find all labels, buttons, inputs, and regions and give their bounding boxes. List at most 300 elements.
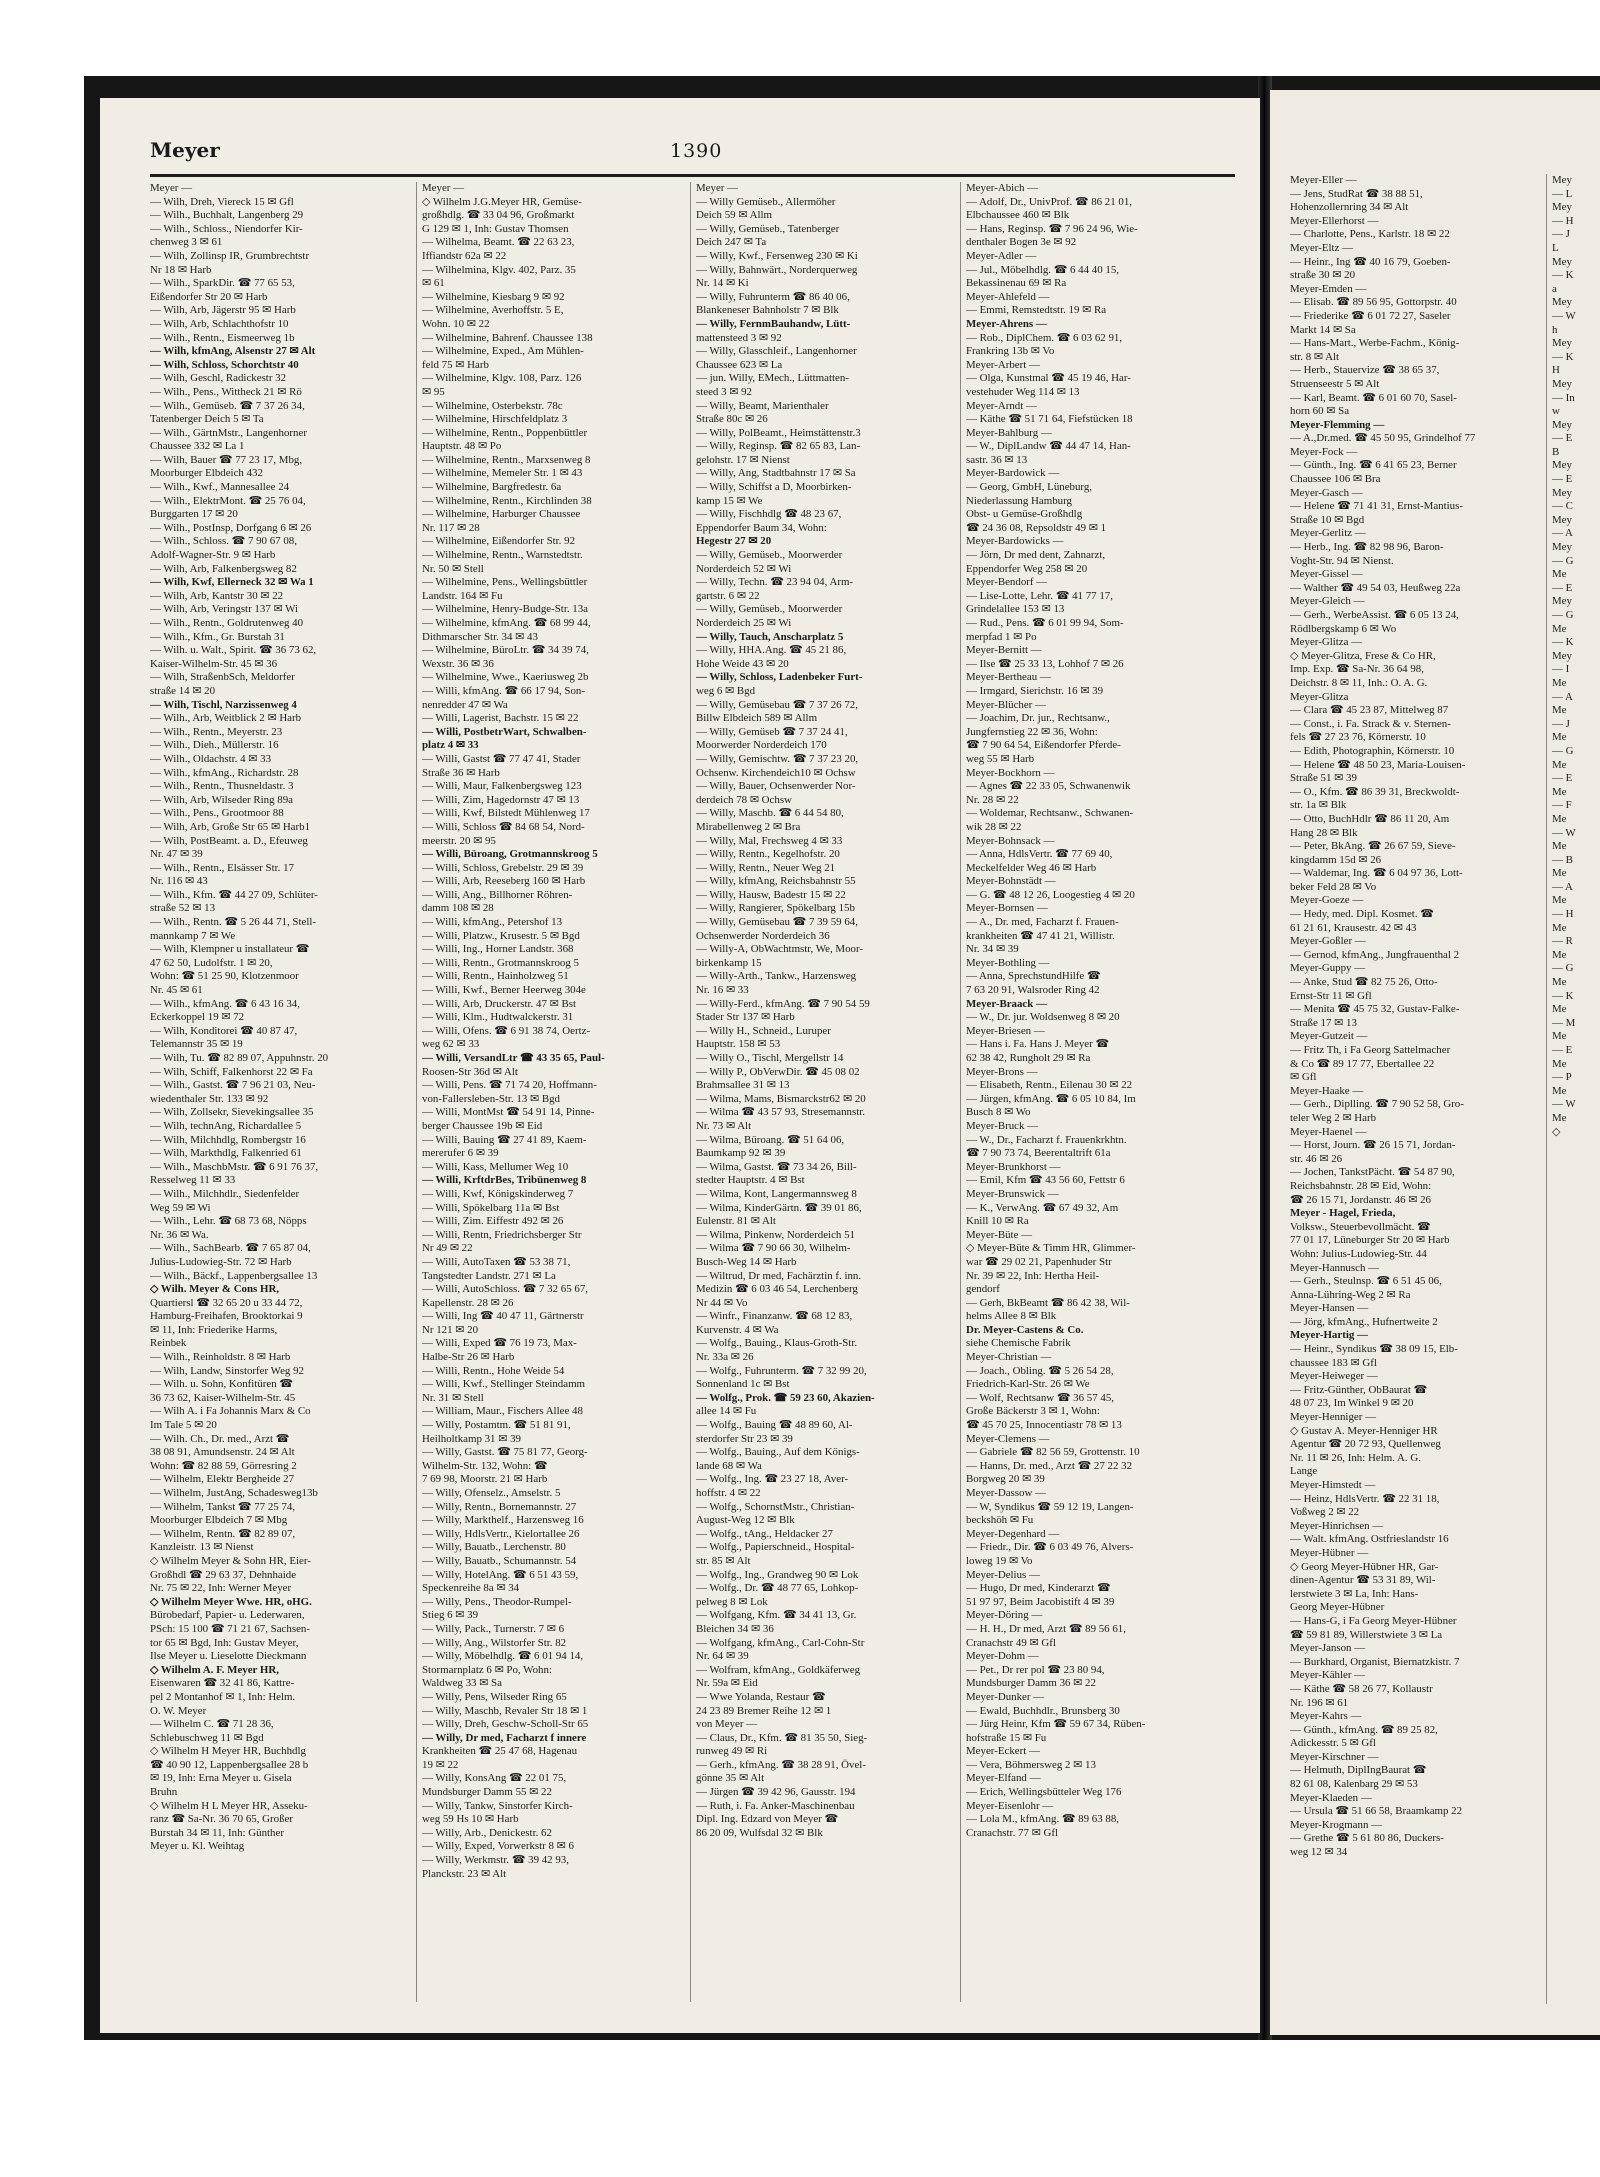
directory-entry: — Jürgen, kfmAng. ☎ 6 05 10 84, Im	[966, 1092, 1136, 1105]
directory-entry: — Wilh, Konditorei ☎ 40 87 47,	[150, 1024, 298, 1037]
directory-entry: Wilhelm-Str. 132, Wohn: ☎	[422, 1459, 548, 1472]
directory-entry: — Wilh., Rentn., Elsässer Str. 17	[150, 861, 294, 874]
directory-entry: Bleichen 34 ✉ 36	[696, 1622, 774, 1635]
directory-entry: — Willy, Ang, Stadtbahnstr 17 ✉ Sa	[696, 467, 856, 480]
directory-entry: — Willy, Rangierer, Spökelbarg 15b	[696, 902, 855, 915]
directory-entry: Straße 10 ✉ Bgd	[1290, 513, 1365, 526]
directory-entry: Meyer-Himstedt —	[1290, 1479, 1376, 1491]
directory-entry: — Käthe ☎ 58 26 77, Kollaustr	[1290, 1682, 1433, 1695]
directory-entry: Meyer-Bendorf —	[966, 576, 1048, 589]
directory-entry: gelohstr. 17 ✉ Nienst	[696, 453, 790, 466]
directory-entry: Mey	[1552, 296, 1572, 309]
directory-entry: Mey	[1552, 418, 1572, 431]
directory-entry: — E	[1552, 432, 1573, 445]
directory-entry: loweg 19 ✉ Vo	[966, 1554, 1033, 1567]
directory-entry: Mey	[1552, 174, 1572, 186]
directory-entry: Meyer-Adler —	[966, 249, 1037, 262]
directory-entry: hofstraße 15 ✉ Fu	[966, 1731, 1047, 1744]
directory-entry: — Wilh., Kfm. ☎ 44 27 09, Schlüter-	[150, 888, 318, 901]
directory-entry: Nr. 117 ✉ 28	[422, 521, 480, 534]
directory-entry: großhdlg. ☎ 33 04 96, Großmarkt	[422, 209, 575, 222]
directory-entry: — Wilh, Milchhdlg, Rombergstr 16	[150, 1133, 306, 1146]
directory-entry: Mirabellenweg 2 ✉ Bra	[696, 820, 801, 833]
directory-entry: — Willy, Rentn., Kegelhofstr. 20	[696, 848, 840, 861]
directory-entry: Meyer-Glitza —	[1290, 636, 1363, 649]
directory-entry: — Wilhelmine, Bahrenf. Chaussee 138	[422, 331, 593, 344]
directory-entry: — Willy, KonsAng ☎ 22 01 75,	[422, 1772, 567, 1785]
directory-entry: — Günth., Ing. ☎ 6 41 65 23, Berner	[1290, 459, 1457, 472]
directory-entry: Meyer-Hannusch —	[1290, 1261, 1379, 1274]
directory-entry: Obst- u Gemüse-Großhdlg	[966, 508, 1083, 521]
directory-entry: — Willy, Dreh, Geschw-Scholl-Str 65	[422, 1718, 589, 1731]
directory-entry: — Willi, Arb, Druckerstr. 47 ✉ Bst	[422, 997, 576, 1010]
directory-entry: Mundsburger Damm 36 ✉ 22	[966, 1677, 1096, 1690]
directory-entry: — Hans-Mart., Werbe-Fachm., König-	[1290, 337, 1460, 350]
directory-entry: ✉ 95	[422, 385, 445, 398]
directory-entry: gönne 35 ✉ Alt	[696, 1772, 765, 1785]
directory-entry: — K	[1552, 350, 1574, 363]
directory-entry: — Wilh, Klempner u installateur ☎	[150, 943, 310, 956]
directory-entry: — A.,Dr.med. ☎ 45 50 95, Grindelhof 77	[1290, 432, 1476, 445]
directory-entry: — Wilhelmine, Averhoffstr. 5 E,	[422, 304, 564, 317]
directory-entry: Meyer-Heiweger —	[1290, 1370, 1378, 1383]
directory-entry: — Agnes ☎ 22 33 05, Schwanenwik	[966, 780, 1131, 793]
directory-entry: Meyer-Gleich —	[1290, 595, 1365, 608]
directory-entry: Meyer-Arbert —	[966, 358, 1040, 371]
directory-entry: — J	[1552, 228, 1570, 241]
directory-entry: — Willy, Ang., Wilstorfer Str. 82	[422, 1636, 567, 1649]
directory-entry: Wohn: ☎ 51 25 90, Klotzenmoor	[150, 970, 299, 983]
directory-entry: — A	[1552, 880, 1573, 893]
directory-entry: — Willi, Kwf., Stellinger Steindamm	[422, 1378, 586, 1391]
directory-entry: — Willi, Kass, Mellumer Weg 10	[422, 1160, 569, 1173]
directory-entry: — Wilh, Markthdlg, Falkenried 61	[150, 1147, 302, 1160]
directory-entry: — Willi, Büroang, Grotmannskroog 5	[422, 848, 598, 861]
directory-entry: — Wolfg., Bauing., Klaus-Groth-Str.	[696, 1337, 858, 1350]
directory-entry: Kanzleistr. 13 ✉ Nienst	[150, 1541, 254, 1554]
directory-entry: wiedenthaler Str. 133 ✉ 92	[150, 1092, 269, 1105]
directory-entry: Schlebuschweg 11 ✉ Bgd	[150, 1731, 264, 1744]
directory-entry: ◇ Gustav A. Meyer-Henniger HR	[1290, 1424, 1438, 1437]
directory-entry: Mey	[1552, 337, 1572, 350]
right-page-column-1	[1290, 174, 1540, 2004]
directory-entry: — Ursula ☎ 51 66 58, Braamkamp 22	[1290, 1805, 1463, 1818]
directory-entry: — Willy, Werkmstr. ☎ 39 42 93,	[422, 1854, 569, 1867]
directory-entry: — Wilh, Landw, Sinstorfer Weg 92	[150, 1364, 304, 1377]
directory-entry: — Wolf, Rechtsanw ☎ 36 57 45,	[966, 1391, 1115, 1404]
directory-entry: — Jul., Möbelhdlg. ☎ 6 44 40 15,	[966, 263, 1120, 276]
directory-entry: — G	[1552, 744, 1574, 757]
directory-entry: Roosen-Str 36d ✉ Alt	[422, 1065, 518, 1078]
directory-entry: Niederlassung Hamburg	[966, 494, 1072, 507]
directory-entry: — Willy, Gemüseb., Tatenberger	[696, 222, 840, 235]
directory-entry: Meyer-Hübner —	[1290, 1546, 1369, 1559]
directory-entry: Meyer-Delius —	[966, 1568, 1040, 1581]
directory-entry: Nr. 47 ✉ 39	[150, 848, 203, 861]
directory-entry: — Joachim, Dr. jur., Rechtsanw.,	[966, 712, 1110, 725]
directory-entry: Iffiandstr 62a ✉ 22	[422, 249, 507, 262]
directory-entry: merpfad 1 ✉ Po	[966, 630, 1037, 643]
directory-entry: Me	[1552, 867, 1567, 880]
directory-entry: Me	[1552, 1003, 1567, 1016]
directory-entry: str. 1a ✉ Blk	[1290, 799, 1347, 812]
directory-entry: — Wilh, Tischl, Narzissenweg 4	[150, 698, 297, 711]
directory-entry: Planckstr. 23 ✉ Alt	[422, 1867, 507, 1880]
directory-entry: Frankring 13b ✉ Vo	[966, 345, 1055, 358]
directory-entry: Meyer-Bohnstädt —	[966, 875, 1056, 888]
directory-entry: Meyer-Bardowick —	[966, 467, 1060, 480]
directory-entry: — Wilhelmine, Bargfredestr. 6a	[422, 481, 562, 494]
directory-entry: berger Chaussee 19b ✉ Eid	[422, 1119, 543, 1132]
directory-entry: 48 07 23, Im Winkel 9 ✉ 20	[1290, 1397, 1414, 1410]
directory-entry: Struenseestr 5 ✉ Alt	[1290, 377, 1380, 390]
directory-entry: gendorf	[966, 1283, 1000, 1296]
directory-entry: Eppendorfer Weg 258 ✉ 20	[966, 562, 1088, 575]
directory-entry: Meyer —	[696, 182, 739, 194]
directory-entry: — Wilh., GärtnMstr., Langenhorner	[150, 426, 307, 439]
directory-entry: — W., DiplLandw ☎ 44 47 14, Han-	[966, 440, 1131, 453]
directory-entry: ☎ 59 81 89, Willerstwiete 3 ✉ La	[1290, 1628, 1443, 1641]
directory-entry: Meyer-Eisenlohr —	[966, 1799, 1054, 1812]
directory-entry: — Hugo, Dr med, Kinderarzt ☎	[966, 1582, 1111, 1595]
directory-entry: Meyer-Clemens —	[966, 1432, 1050, 1445]
directory-entry: — Willi, Arb, Reeseberg 160 ✉ Harb	[422, 875, 586, 888]
directory-entry: Meyer-Janson —	[1290, 1642, 1366, 1655]
directory-entry: — Wilma, KinderGärtn. ☎ 39 01 86,	[696, 1201, 862, 1214]
directory-entry: straße 14 ✉ 20	[150, 684, 216, 697]
directory-entry: Me	[1552, 840, 1567, 853]
directory-entry: — Käthe ☎ 51 71 64, Fiefstücken 18	[966, 413, 1133, 426]
directory-entry: — Willi, Rentn., Grotmannskroog 5	[422, 956, 579, 969]
directory-entry: Meyer-Bernitt —	[966, 644, 1042, 657]
directory-entry: — Willi, Ing., Horner Landstr. 368	[422, 943, 574, 956]
directory-entry: — Wilhelmine, Wwe., Kaeriusweg 2b	[422, 671, 589, 684]
directory-entry: — Wilhelmine, Osterbekstr. 78c	[422, 399, 563, 412]
directory-entry: — Wolfram, kfmAng., Goldkäferweg	[696, 1663, 861, 1676]
directory-entry: Nr 49 ✉ 22	[422, 1242, 473, 1255]
directory-entry: — G	[1552, 609, 1574, 621]
directory-entry: Me	[1552, 894, 1567, 907]
directory-entry: — W., Dr. jur. Woldsenweg 8 ✉ 20	[966, 1011, 1120, 1024]
directory-entry: Markt 14 ✉ Sa	[1290, 323, 1356, 336]
directory-entry: ◇ Meyer-Büte & Timm HR, Glimmer-	[966, 1242, 1136, 1255]
directory-entry: — Erich, Wellingsbütteler Weg 176	[966, 1786, 1122, 1799]
directory-entry: — Wilhelmine, Rentn., Poppenbüttler	[422, 426, 588, 439]
directory-entry: Mey	[1552, 201, 1572, 214]
directory-entry: — Willy, Maschb, Revaler Str 18 ✉ 1	[422, 1704, 588, 1717]
directory-entry: Ernst-Str 11 ✉ Gfl	[1290, 989, 1372, 1002]
directory-entry: — Wilh., Gemüseb. ☎ 7 37 26 34,	[150, 399, 305, 412]
directory-entry: — Irmgard, Sierichstr. 16 ✉ 39	[966, 684, 1104, 697]
directory-entry: Meyer —	[422, 182, 465, 194]
directory-entry: 86 20 09, Wulfsdal 32 ✉ Blk	[696, 1826, 823, 1839]
directory-entry: Meyer-Bardowicks —	[966, 535, 1064, 548]
directory-entry: Hegestr 27 ✉ 20	[696, 535, 772, 548]
directory-entry: Mey	[1552, 255, 1572, 268]
directory-entry: Meyer-Kahrs —	[1290, 1710, 1362, 1723]
directory-entry: — Friederike ☎ 6 01 72 27, Saseler	[1290, 309, 1451, 322]
directory-entry: Landstr. 164 ✉ Fu	[422, 589, 503, 602]
directory-entry: Meyer-Bahlburg —	[966, 426, 1052, 439]
directory-entry: Voght-Str. 94 ✉ Nienst.	[1290, 554, 1394, 567]
directory-entry: — Willy, Dr med, Facharzt f innere	[422, 1731, 587, 1744]
directory-entry: — Hanns, Dr. med., Arzt ☎ 27 22 32	[966, 1459, 1133, 1472]
directory-entry: — Horst, Journ. ☎ 26 15 71, Jordan-	[1290, 1139, 1456, 1152]
directory-entry: Ochsenwerder Norderdeich 36	[696, 929, 830, 942]
directory-entry: — Wilh, Zollinsp IR, Grumbrechtstr	[150, 249, 310, 262]
directory-entry: Knill 10 ✉ Ra	[966, 1215, 1029, 1228]
directory-entry: horn 60 ✉ Sa	[1290, 405, 1350, 418]
directory-entry: — Wilhelmine, kfmAng. ☎ 68 99 44,	[422, 617, 591, 629]
directory-entry: — Willi, Pens. ☎ 71 74 20, Hoffmann-	[422, 1079, 597, 1092]
directory-entry: — Wilh, Tu. ☎ 82 89 07, Appuhnstr. 20	[150, 1052, 329, 1064]
directory-entry: — Jörg, kfmAng., Hufnertweite 2	[1290, 1315, 1438, 1328]
directory-entry: Eckerkoppel 19 ✉ 72	[150, 1011, 245, 1024]
directory-entry: Waldweg 33 ✉ Sa	[422, 1677, 502, 1690]
directory-entry: Große Bäckerstr 3 ✉ 1, Wohn:	[966, 1405, 1100, 1418]
directory-entry: — Wilh., Kwf., Mannesallee 24	[150, 481, 290, 494]
directory-entry: Meyer-Gutzeit —	[1290, 1030, 1368, 1043]
directory-entry: — Willy, Ofenselz., Amselstr. 5	[422, 1487, 561, 1499]
directory-entry: — K	[1552, 636, 1574, 649]
directory-entry: — Wilh, Geschl, Radickestr 32	[150, 372, 287, 385]
directory-entry: Meyer - Hagel, Frieda,	[1290, 1207, 1396, 1220]
directory-entry: — Anke, Stud ☎ 82 75 26, Otto-	[1290, 976, 1438, 989]
directory-entry: — Wolfg., Fuhrunterm. ☎ 7 32 99 20,	[696, 1364, 867, 1377]
directory-entry: — Wilhelmina, Klgv. 402, Parz. 35	[422, 263, 576, 276]
directory-entry: Mey	[1552, 649, 1572, 662]
directory-entry: birkenkamp 15	[696, 956, 762, 969]
directory-entry: Borgweg 20 ✉ 39	[966, 1473, 1045, 1486]
directory-entry: — Wilh A. i Fa Johannis Marx & Co	[150, 1405, 311, 1418]
directory-entry: weg 62 ✉ 33	[422, 1038, 480, 1051]
directory-entry: Eulenstr. 81 ✉ Alt	[696, 1215, 776, 1228]
directory-entry: Jungfernstieg 22 ✉ 36, Wohn:	[966, 725, 1098, 738]
directory-entry: hoffstr. 4 ✉ 22	[696, 1487, 761, 1499]
directory-entry: Nr. 50 ✉ Stell	[422, 562, 484, 575]
directory-entry: — Edith, Photographin, Körnerstr. 10	[1290, 744, 1455, 757]
directory-entry: — E	[1552, 581, 1573, 594]
directory-entry: Baumkamp 92 ✉ 39	[696, 1147, 786, 1160]
page-number: 1390	[670, 140, 723, 162]
directory-entry: — Wilh., Gastst. ☎ 7 96 21 03, Neu-	[150, 1079, 316, 1092]
directory-entry: — Willi, Lagerist, Bachstr. 15 ✉ 22	[422, 712, 579, 725]
directory-entry: Meyer-Bockhorn —	[966, 766, 1055, 779]
directory-entry: Straße 17 ✉ 13	[1290, 1016, 1357, 1029]
directory-entry: Meyer-Degenhard —	[966, 1527, 1060, 1540]
directory-entry: 7 63 20 91, Walsroder Ring 42	[966, 984, 1100, 997]
directory-entry: ✉ 11, Inh: Friederike Harms,	[150, 1323, 278, 1336]
directory-entry: — Elisabeth, Rentn., Eilenau 30 ✉ 22	[966, 1079, 1133, 1092]
directory-entry: Nr. 28 ✉ 22	[966, 793, 1019, 806]
directory-entry: — Wilh., Rentn., Meyerstr. 23	[150, 725, 283, 738]
directory-entry: — Wolfgang, Kfm. ☎ 34 41 13, Gr.	[696, 1609, 857, 1622]
directory-entry: Hohe Weide 43 ✉ 20	[696, 657, 789, 670]
directory-entry: — Rob., DiplChem. ☎ 6 03 62 91,	[966, 331, 1123, 344]
directory-entry: — Willy, Maschb. ☎ 6 44 54 80,	[696, 807, 844, 820]
directory-entry: — Willy, HHA.Ang. ☎ 45 21 86,	[696, 644, 847, 657]
directory-entry: Meyer-Arndt —	[966, 399, 1037, 412]
directory-entry: — Wilma, Pinkenw, Norderdeich 51	[696, 1228, 855, 1241]
directory-entry: — Const., i. Fa. Strack & v. Sternen-	[1290, 717, 1451, 730]
directory-entry: — Peter, BkAng. ☎ 26 67 59, Sieve-	[1290, 840, 1456, 853]
directory-entry: 77 01 17, Lüneburger Str 20 ✉ Harb	[1290, 1234, 1450, 1247]
directory-entry: Nr. 75 ✉ 22, Inh: Werner Meyer	[150, 1582, 292, 1595]
directory-entry: — Emil, Kfm ☎ 43 56 60, Fettstr 6	[966, 1174, 1125, 1187]
directory-entry: ◇ Wilhelm H Meyer HR, Buchhdlg	[150, 1745, 306, 1758]
directory-entry: Nr. 196 ✉ 61	[1290, 1696, 1349, 1709]
directory-entry: Meyer-Dunker —	[966, 1690, 1045, 1703]
directory-entry: w	[1552, 405, 1560, 418]
directory-entry: lande 68 ✉ Wa	[696, 1459, 762, 1472]
directory-entry: — C	[1552, 500, 1573, 513]
directory-entry: — Wilh. Ch., Dr. med., Arzt ☎	[150, 1432, 290, 1445]
directory-entry: — E	[1552, 1044, 1573, 1056]
directory-entry: gartstr. 6 ✉ 22	[696, 589, 760, 602]
directory-entry: — Willy O., Tischl, Mergellstr 14	[696, 1052, 844, 1064]
directory-entry: — Willy, Bahnwärt., Norderquerweg	[696, 263, 858, 276]
directory-entry: Nr. 64 ✉ 39	[696, 1650, 749, 1663]
directory-entry: L	[1552, 241, 1559, 254]
directory-entry: — Wilma ☎ 7 90 66 30, Wilhelm-	[696, 1242, 851, 1255]
directory-entry: — Willy-Arth., Tankw., Harzensweg	[696, 970, 857, 983]
directory-entry: — Willy, Markthelf., Harzensweg 16	[422, 1514, 584, 1527]
directory-entry: runweg 49 ✉ Ri	[696, 1745, 768, 1758]
directory-entry: — Wilh, Schloss, Schorchtstr 40	[150, 358, 299, 371]
directory-entry: ✉ 19, Inh: Erna Meyer u. Gisela	[150, 1772, 292, 1785]
directory-entry: dinen-Agentur ☎ 53 31 89, Wil-	[1290, 1574, 1436, 1587]
directory-entry: — Wilh, Arb, Wilseder Ring 89a	[150, 793, 294, 806]
directory-entry: Chaussee 106 ✉ Bra	[1290, 473, 1381, 486]
directory-entry: — jun. Willy, EMech., Lüttmatten-	[696, 372, 849, 385]
directory-entry: — Willi, PostbetrWart, Schwalben-	[422, 725, 587, 738]
directory-entry: Meyer-Goeze —	[1290, 894, 1364, 907]
directory-entry: — Fritz Th, i Fa Georg Sattelmacher	[1290, 1044, 1451, 1056]
directory-entry: — Willi, Maur, Falkenbergsweg 123	[422, 780, 582, 793]
directory-entry: Friedrich-Karl-Str. 26 ✉ We	[966, 1378, 1090, 1391]
directory-entry: Me	[1552, 1057, 1567, 1070]
directory-entry: feld 75 ✉ Harb	[422, 358, 489, 371]
directory-entry: vestehuder Weg 114 ✉ 13	[966, 385, 1080, 398]
directory-entry: Me	[1552, 704, 1567, 717]
directory-entry: Eißendorfer Str 20 ✉ Harb	[150, 290, 268, 303]
directory-entry: 24 23 89 Bremer Reihe 12 ✉ 1	[696, 1704, 832, 1717]
directory-entry: Chaussee 623 ✉ La	[696, 358, 783, 371]
directory-entry: — Willi, Zim. Eiffestr 492 ✉ 26	[422, 1215, 564, 1228]
directory-entry: G 129 ✉ 1, Inh: Gustav Thomsen	[422, 222, 569, 235]
directory-entry: ◇ Wilh. Meyer & Cons HR,	[150, 1283, 280, 1296]
directory-entry: straße 52 ✉ 13	[150, 902, 216, 915]
directory-entry: 61 21 61, Krausestr. 42 ✉ 43	[1290, 921, 1417, 934]
directory-entry: — Wilh., Rentn., Goldrutenweg 40	[150, 617, 304, 629]
directory-entry: Meyer-Christian —	[966, 1351, 1052, 1364]
directory-entry: — Willi, KrftdrBes, Tribünenweg 8	[422, 1174, 587, 1187]
directory-entry: 82 61 08, Kalenbarg 29 ✉ 53	[1290, 1778, 1418, 1791]
directory-entry: — O., Kfm. ☎ 86 39 31, Breckwoldt-	[1290, 785, 1460, 798]
column-divider	[960, 182, 961, 2002]
directory-entry: Meyer-Glitza	[1290, 690, 1349, 703]
directory-entry: Me	[1552, 731, 1567, 744]
directory-entry: wik 28 ✉ 22	[966, 820, 1022, 833]
directory-entry: — Willi, Schloss ☎ 84 68 54, Nord-	[422, 820, 585, 833]
directory-entry: Meyer-Emden —	[1290, 282, 1367, 295]
directory-entry: — Willy P., ObVerwDir. ☎ 45 08 02	[696, 1065, 860, 1078]
directory-entry: — Wilh., Oldachstr. 4 ✉ 33	[150, 752, 272, 765]
directory-entry: — Wolfg., Dr. ☎ 48 77 65, Lohkop-	[696, 1582, 859, 1595]
directory-entry: — Wilma, Kont, Langermannsweg 8	[696, 1187, 857, 1200]
directory-entry: Meyer-Kirschner —	[1290, 1750, 1379, 1763]
directory-page-right	[1270, 90, 1600, 2035]
directory-entry: — Wilh., Lehr. ☎ 68 73 68, Nöpps	[150, 1215, 307, 1228]
directory-entry: Nr. 45 ✉ 61	[150, 984, 203, 997]
directory-entry: — Olga, Kunstmal ☎ 45 19 46, Har-	[966, 372, 1131, 385]
directory-entry: — Menita ☎ 45 75 32, Gustav-Falke-	[1290, 1003, 1460, 1016]
directory-entry: allee 14 ✉ Fu	[696, 1405, 757, 1418]
directory-entry: Meyer-Blücher —	[966, 698, 1046, 711]
directory-entry: — H	[1552, 908, 1574, 921]
directory-entry: Meyer-Abich —	[966, 182, 1039, 194]
directory-entry: — In	[1552, 391, 1575, 404]
directory-entry: ◇ Meyer-Glitza, Frese & Co HR,	[1290, 649, 1436, 662]
directory-entry: — Wilma, Büroang. ☎ 51 64 06,	[696, 1133, 845, 1146]
directory-entry: — F	[1552, 799, 1572, 812]
directory-entry: weg 6 ✉ Bgd	[696, 684, 756, 697]
directory-entry: Halbe-Str 26 ✉ Harb	[422, 1351, 515, 1364]
right-page-column-2	[1552, 174, 1600, 2004]
directory-entry: — Wilh., Schloss. ☎ 7 90 67 08,	[150, 535, 297, 548]
directory-entry: Dipl. Ing. Edzard von Meyer ☎	[696, 1813, 839, 1826]
directory-entry: — K., VerwAng. ☎ 67 49 32, Am	[966, 1201, 1119, 1214]
directory-entry: — Wilhelma, Beamt. ☎ 22 63 23,	[422, 236, 575, 249]
directory-entry: — Wilh., Buchhalt, Langenberg 29	[150, 209, 304, 222]
directory-entry: — Pet., Dr rer pol ☎ 23 80 94,	[966, 1663, 1105, 1676]
directory-entry: — Wolfg., Bauing., Auf dem Königs-	[696, 1446, 860, 1459]
directory-entry: — Willy, Mal, Frechsweg 4 ✉ 33	[696, 834, 843, 847]
directory-entry: — Wilhelmine, Memeler Str. 1 ✉ 43	[422, 467, 583, 480]
directory-entry: — Willy, PolBeamt., Heimstättenstr.3	[696, 426, 861, 439]
directory-entry: — Ewald, Buchhdlr., Brunsberg 30	[966, 1704, 1120, 1717]
directory-entry: 7 69 98, Moorstr. 21 ✉ Harb	[422, 1473, 548, 1486]
directory-entry: — Wolfgang, kfmAng., Carl-Cohn-Str	[696, 1636, 865, 1649]
directory-entry: beckshöh ✉ Fu	[966, 1514, 1034, 1527]
directory-entry: war ☎ 29 02 21, Papenhuder Str	[966, 1255, 1112, 1268]
directory-entry: — Wilh., Schloss., Niendorfer Kir-	[150, 222, 303, 235]
directory-entry: — Willy, Gemüseb ☎ 7 37 24 41,	[696, 725, 848, 738]
directory-entry: Nr. 34 ✉ 39	[966, 943, 1019, 956]
directory-entry: Me	[1552, 1030, 1567, 1043]
directory-entry: — Joach., Obling. ☎ 5 26 54 28,	[966, 1364, 1114, 1377]
directory-entry: 38 08 91, Amundsenstr. 24 ✉ Alt	[150, 1446, 295, 1459]
directory-entry: Kaiser-Wilhelm-Str. 45 ✉ 36	[150, 657, 278, 670]
directory-entry: steed 3 ✉ 92	[696, 385, 753, 398]
directory-entry: — Willy-A, ObWachtmstr, We, Moor-	[696, 943, 864, 956]
directory-entry: — Wilh, PostBeamt. a. D., Efeuweg	[150, 834, 308, 847]
directory-entry: — M	[1552, 1016, 1576, 1029]
directory-entry: helms Allee 8 ✉ Blk	[966, 1310, 1057, 1323]
directory-entry: — Wilh, Arb, Kantstr 30 ✉ 22	[150, 589, 284, 602]
directory-entry: — William, Maur., Fischers Allee 48	[422, 1405, 583, 1418]
directory-entry: — Wilhelmine, Henry-Budge-Str. 13a	[422, 603, 589, 616]
directory-entry: — Willi, Ing ☎ 40 47 11, Gärtnerstr	[422, 1310, 584, 1323]
directory-entry: — Wolfg., tAng., Heldacker 27	[696, 1527, 833, 1540]
directory-entry: Medizin ☎ 6 03 46 54, Lerchenberg	[696, 1283, 858, 1296]
directory-entry: — Willy, Pens, Wilseder Ring 65	[422, 1690, 567, 1703]
directory-entry: Weg 59 ✉ Wi	[150, 1201, 211, 1214]
directory-entry: — Wilh., ElektrMont. ☎ 25 76 04,	[150, 494, 306, 507]
directory-entry: — H. H., Dr med, Arzt ☎ 89 56 61,	[966, 1622, 1126, 1635]
directory-entry: weg 55 ✉ Harb	[966, 752, 1035, 765]
directory-entry: — Willy, kfmAng, Reichsbahnstr 55	[696, 875, 856, 888]
